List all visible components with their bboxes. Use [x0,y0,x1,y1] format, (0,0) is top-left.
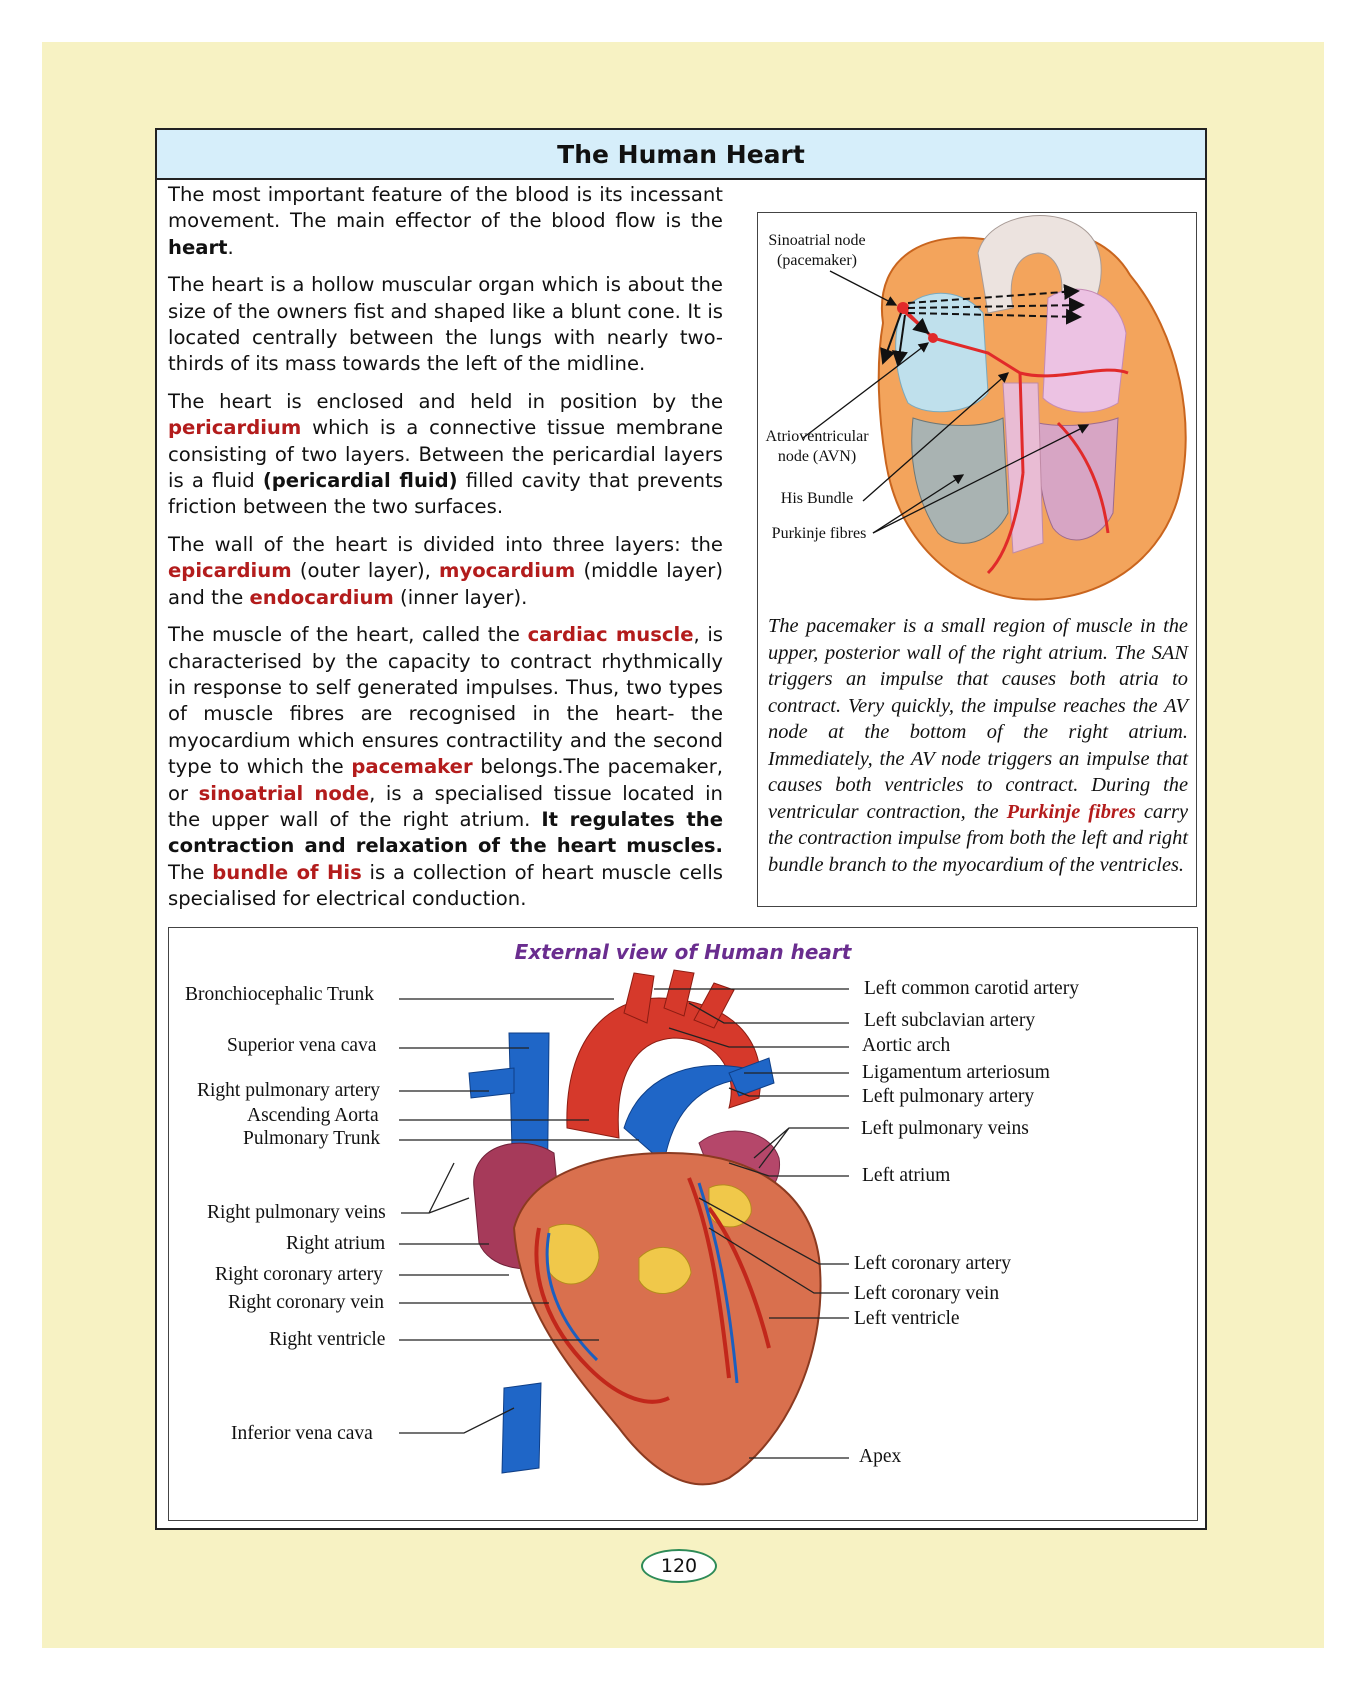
paragraph-3 [168,389,723,521]
keyword-endocardium: endocardium [249,585,394,609]
label-bronchiocephalic-trunk: Bronchiocephalic Trunk [185,984,375,1005]
label-purkinje-fibres: Purkinje fibres [771,525,867,542]
text: The most important feature of the blood is its incessant movement. The main effector of the blood flow is the [168,183,723,233]
body-text [168,182,723,924]
label-left-coronary-vein: Left coronary vein [854,1283,1000,1304]
right-pulmonary-artery-vessel [469,1068,514,1098]
label-left-atrium: Left atrium [862,1165,951,1186]
keyword-epicardium: epicardium [168,559,292,583]
external-heart-figure [168,927,1198,1521]
label-superior-vena-cava: Superior vena cava [227,1035,377,1056]
bold-text: heart [168,235,228,259]
conduction-caption [768,613,1188,878]
label-left-ventricle: Left ventricle [854,1308,960,1329]
text: is a collection of heart muscle cells specialised for electrical conduction. [168,860,723,911]
label-line: Sinoatrial node [768,232,866,249]
paragraph-5 [168,622,723,912]
keyword-sinoatrial-node: sinoatrial node [198,781,370,805]
label-left-common-carotid-artery: Left common carotid artery [864,978,1079,999]
label-sinoatrial-node [762,231,872,271]
keyword-purkinje-fibres: Purkinje fibres [1006,800,1136,823]
label-aortic-arch: Aortic arch [862,1035,951,1056]
text: The pacemaker is a small region of muscle in the upper, posterior wall of the right atrium. The SAN triggers an impulse that causes both atria to contract. Very quickly, the impulse reaches the AV node at the bottom of the right atrium. Immediately, the AV node triggers an impulse that causes both ventricles to contract. During the ventricular contraction, the [768,615,1188,823]
paragraph-1 [168,182,723,261]
text: , is characterised by the capacity to contract rhythmically in response to self generated impulses. Thus, two types of muscle fibres are recognised in the heart- the myocardium which ensures contractility and the second type to which the [168,623,723,779]
left-atrium-cavity [1043,289,1126,412]
label-ligamentum-arteriosum: Ligamentum arteriosum [862,1062,1050,1083]
text: The muscle of the heart, called the [168,623,528,647]
page-title: The Human Heart [157,130,1205,180]
label-ascending-aorta: Ascending Aorta [247,1105,379,1126]
sinoatrial-node-marker [897,302,909,314]
text: . [227,235,234,259]
text: , is a specialised tissue located in the upper wall of the right atrium. [168,781,723,831]
label-left-coronary-artery: Left coronary artery [854,1253,1011,1274]
label-right-atrium: Right atrium [286,1233,386,1254]
text: (inner layer). [393,585,528,609]
text: filled cavity that prevents friction between the two surfaces. [168,469,723,519]
label-line: (pacemaker) [777,252,857,269]
leader-rpv [401,1163,469,1213]
text: (middle layer) and the [168,559,723,609]
text: carry the contraction impulse from both the left and right bundle branch to the myocardium of the ventricles. [768,800,1188,876]
label-right-coronary-artery: Right coronary artery [215,1264,383,1285]
text: which is a connective tissue membrane consisting of two layers. Between the pericardial layers is a fluid [168,416,723,493]
label-left-subclavian-artery: Left subclavian artery [864,1010,1036,1031]
bold-text: (pericardial fluid) [262,469,458,493]
label-right-coronary-vein: Right coronary vein [228,1292,384,1313]
label-his-bundle: His Bundle [780,490,854,507]
keyword-myocardium: myocardium [439,559,576,583]
figure-title: External view of Human heart [514,940,852,964]
ventricles-shape [514,1153,821,1484]
label-right-pulmonary-artery: Right pulmonary artery [197,1080,381,1101]
text: The heart is enclosed and held in position by the [168,389,723,413]
label-left-pulmonary-artery: Left pulmonary artery [862,1086,1035,1107]
text: belongs.The pacemaker, or [168,755,724,805]
paragraph-2: The heart is a hollow muscular organ which is about the size of the owners fist and shaped like a blunt cone. It is located centrally between the lungs with nearly two-thirds of its mass towards the left of the midline. [168,273,723,376]
label-line: Atrioventricular [765,428,869,445]
label-right-ventricle: Right ventricle [269,1329,386,1350]
right-atrium-cavity [896,293,988,411]
keyword-pacemaker: pacemaker [351,755,473,779]
content-box [155,128,1207,1530]
label-left-pulmonary-veins: Left pulmonary veins [861,1118,1029,1139]
label-right-pulmonary-veins: Right pulmonary veins [207,1202,386,1223]
conduction-figure [757,212,1197,907]
page-number: 120 [641,1549,717,1583]
label-line: node (AVN) [777,448,857,465]
text: (outer layer), [291,559,440,583]
leader-ivc [399,1408,514,1433]
label-av-node [758,427,876,467]
label-pulmonary-trunk: Pulmonary Trunk [243,1128,381,1149]
conduction-diagram [758,213,1195,613]
bold-text: It regulates the contraction and relaxation of the heart muscles. [168,807,723,858]
av-node-marker [928,333,938,343]
keyword-pericardium: pericardium [168,416,302,440]
label-apex: Apex [859,1446,902,1467]
keyword-cardiac-muscle: cardiac muscle [527,623,694,647]
text: The [168,860,213,884]
paragraph-4 [168,532,723,611]
keyword-bundle-of-his: bundle of His [212,860,362,884]
ivc-vessel [502,1383,541,1473]
text: The wall of the heart is divided into three layers: the [168,532,723,556]
label-inferior-vena-cava: Inferior vena cava [231,1423,373,1444]
